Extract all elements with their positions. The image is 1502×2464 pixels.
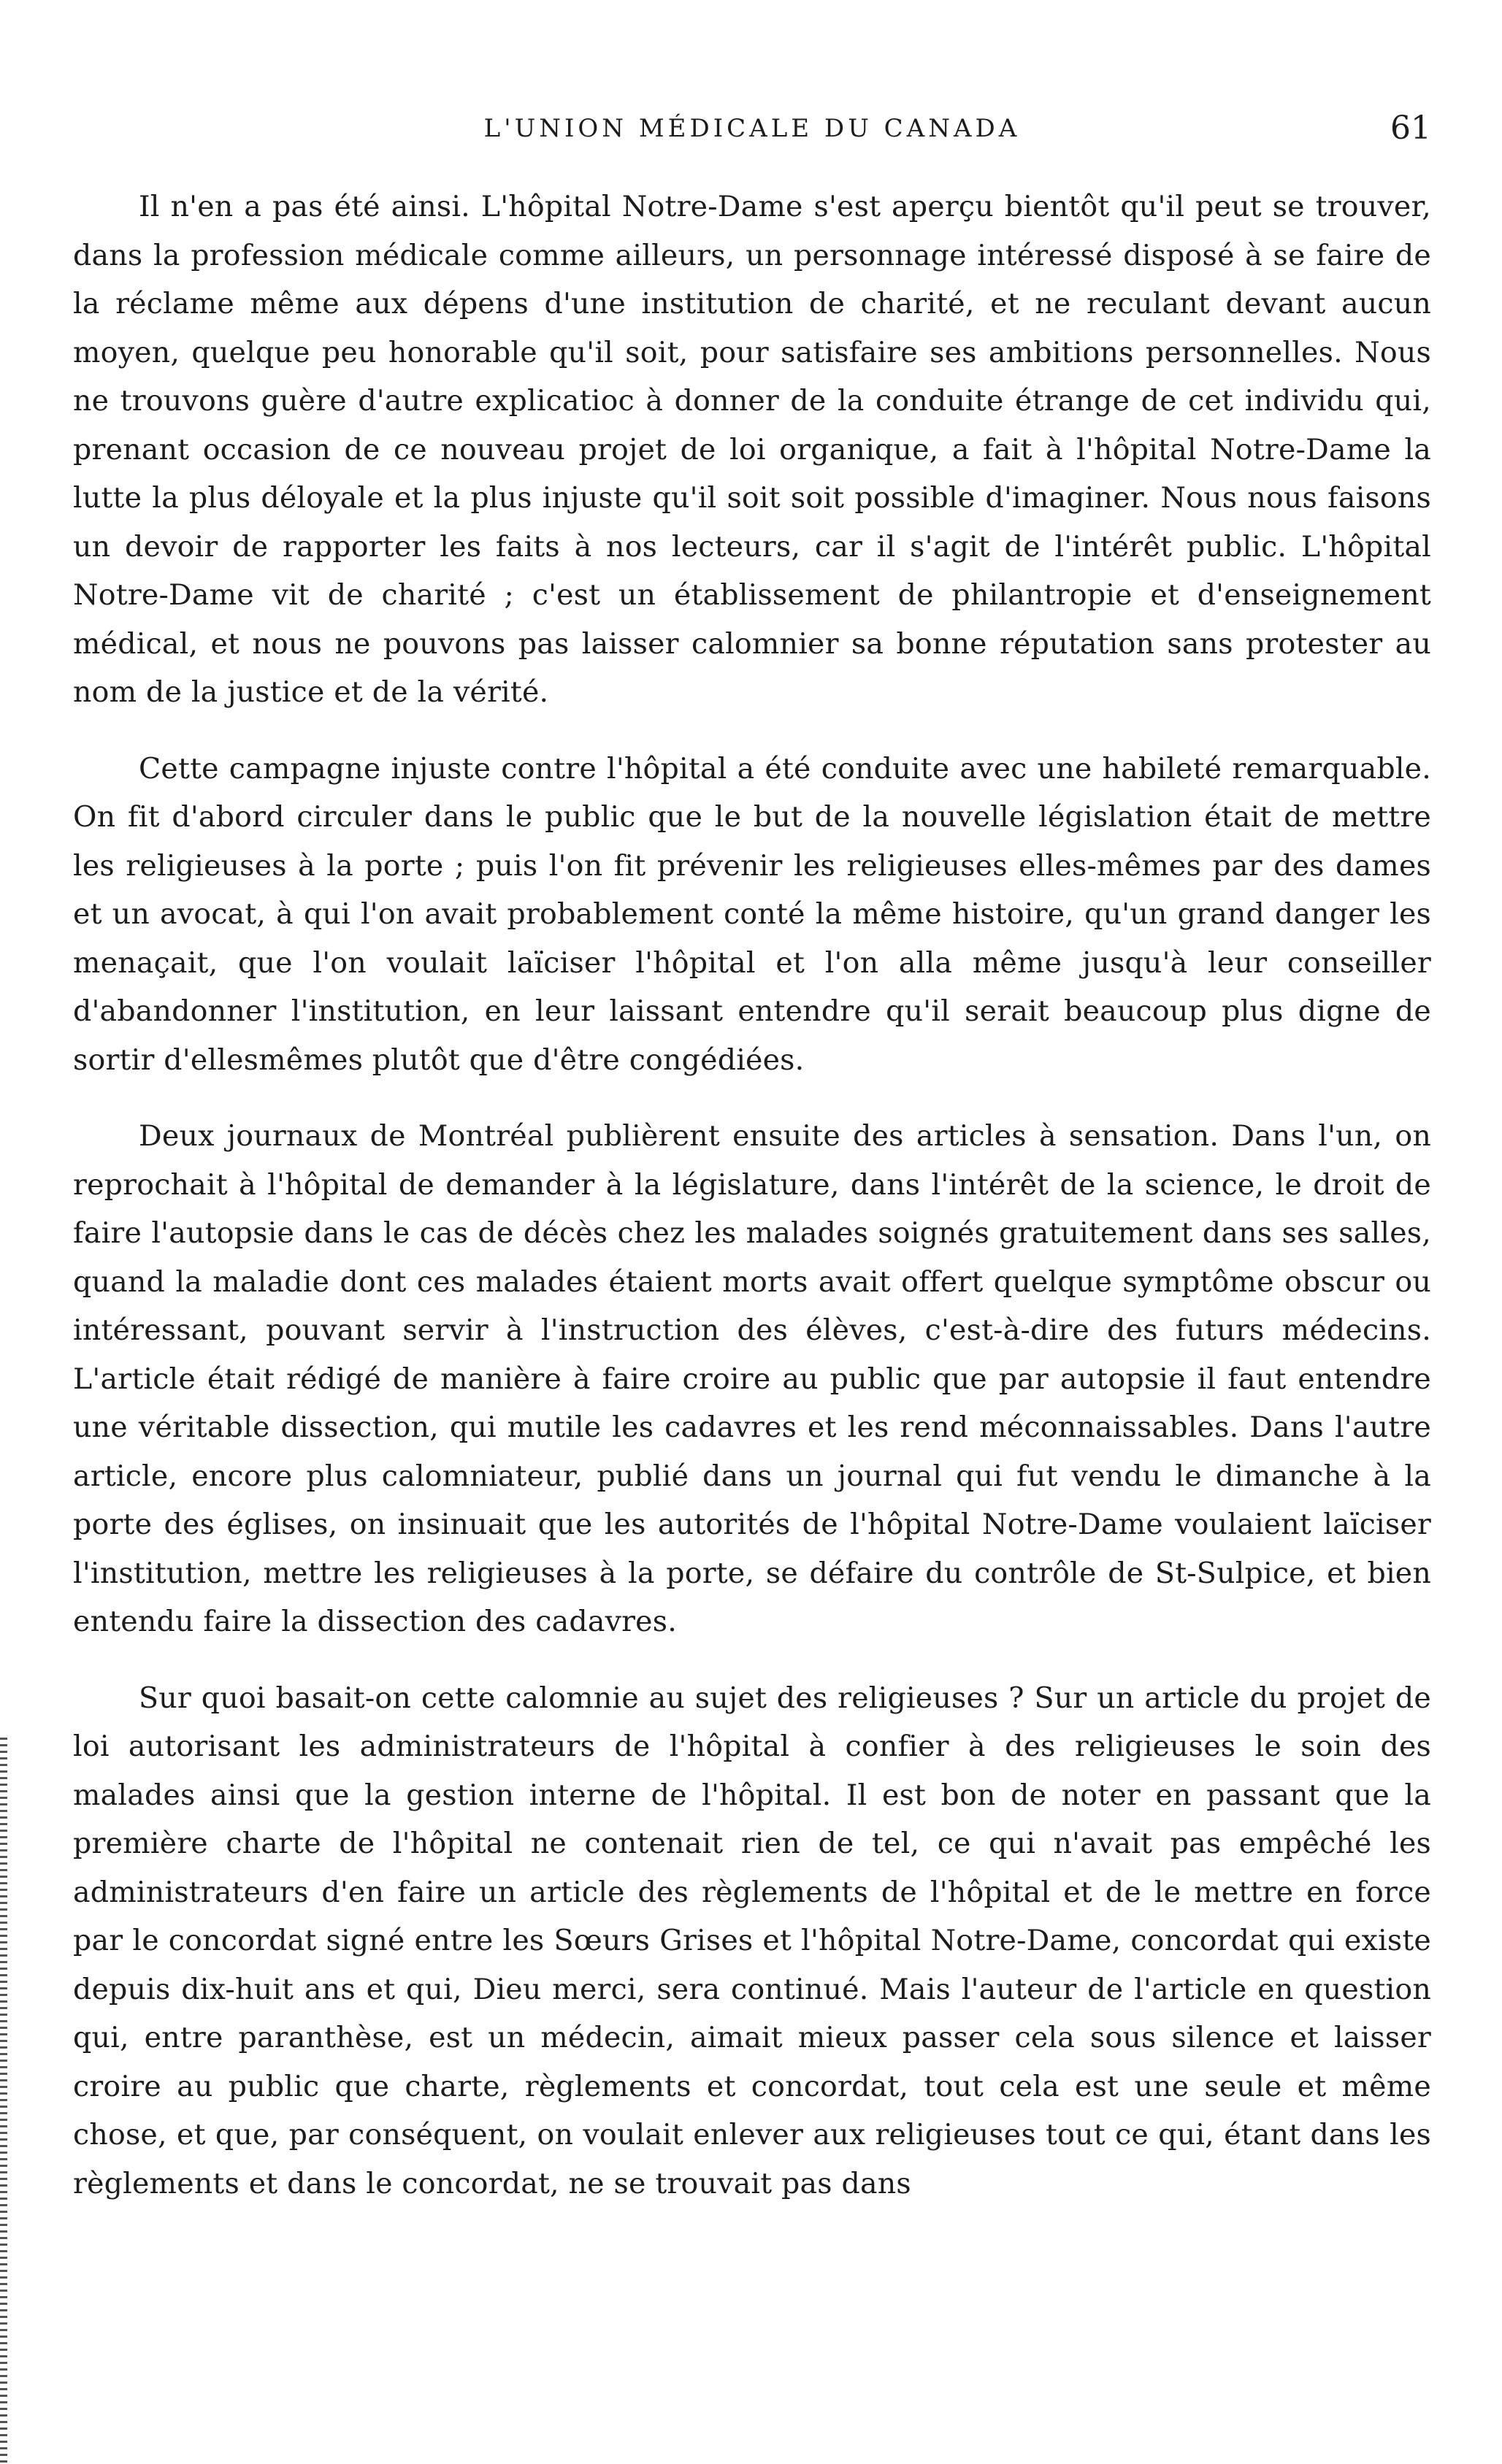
binding-edge-mark: [0, 1738, 7, 2464]
paragraph-2: Cette campagne injuste contre l'hôpital a été conduite avec une habileté remarquable. On fit d'abord circuler dans le public que le but de la nouvelle législation était de mettre les religieuses à la porte ; puis l'on fit prévenir les religieuses elles-mêmes par des dames et un avocat, à qui l'on avait probablement conté la même histoire, qu'un grand danger les menaçait, que l'on voulait laïciser l'hôpital et l'on alla même jusqu'à leur conseiller d'abandonner l'institution, en leur laissant entendre qu'il serait beaucoup plus digne de sortir d'ellesmêmes plutôt que d'être congédiées.: [73, 751, 1431, 1077]
page-number: 61: [1390, 110, 1431, 147]
paragraph-4: Sur quoi basait-on cette calomnie au sujet des religieuses ? Sur un article du projet de loi autorisant les administrateurs de l'hôpital à confier à des religieuses le soin des malades ainsi que la gestion interne de l'hôpital. Il est bon de noter en passant que la première charte de l'hôpital ne contenait rien de tel, ce qui n'avait pas empêché les administrateurs d'en faire un article des règlements de l'hôpital et de le mettre en force par le concordat signé entre les Sœurs Grises et l'hôpital Notre-Dame, concordat qui existe depuis dix-huit ans et qui, Dieu merci, sera continué. Mais l'auteur de l'article en question qui, entre paranthèse, est un médecin, aimait mieux passer cela sous silence et laisser croire au public que charte, règlements et concordat, tout cela est une seule et même chose, et que, par conséquent, on voulait enlever aux religieuses tout ce qui, étant dans les règlements et dans le concordat, ne se trouvait pas dans: [73, 1681, 1431, 2200]
running-title: L'UNION MÉDICALE DU CANADA: [483, 114, 1021, 143]
paragraph-1: Il n'en a pas été ainsi. L'hôpital Notre-Dame s'est aperçu bientôt qu'il peut se trouver, dans la profession médicale comme ailleurs, un personnage intéressé disposé à se faire de la réclame même aux dépens d'une institution de charité, et ne reculant devant aucun moyen, quelque peu honorable qu'il soit, pour satisfaire ses ambitions personnelles. Nous ne trouvons guère d'autre explicatioc à donner de la conduite étrange de cet individu qui, prenant occasion de ce nouveau projet de loi organique, a fait à l'hôpital Notre-Dame la lutte la plus déloyale et la plus injuste qu'il soit soit possible d'imaginer. Nous nous faisons un devoir de rapporter les faits à nos lecteurs, car il s'agit de l'intérêt public. L'hôpital Notre-Dame vit de charité ; c'est un établissement de philantropie et d'enseignement médical, et nous ne pouvons pas laisser calomnier sa bonne réputation sans protester au nom de la justice et de la vérité.: [73, 190, 1431, 709]
running-header: [73, 110, 1431, 156]
paragraph-3: Deux journaux de Montréal publièrent ensuite des articles à sensation. Dans l'un, on reprochait à l'hôpital de demander à la législature, dans l'intérêt de la science, le droit de faire l'autopsie dans le cas de décès chez les malades soignés gratuitement dans ses salles, quand la maladie dont ces malades étaient morts avait offert quelque symptôme obscur ou intéressant, pouvant servir à l'instruction des élèves, c'est-à-dire des futurs médecins. L'article était rédigé de manière à faire croire au public que par autopsie il faut entendre une véritable dissection, qui mutile les cadavres et les rend méconnaissables. Dans l'autre article, encore plus calomniateur, publié dans un journal qui fut vendu le dimanche à la porte des églises, on insinuait que les autorités de l'hôpital Notre-Dame voulaient laïciser l'institution, mettre les religieuses à la porte, se défaire du contrôle de St-Sulpice, et bien entendu faire la dissection des cadavres.: [73, 1119, 1431, 1638]
book-page: [73, 110, 1431, 2235]
body-text: [73, 183, 1431, 2208]
